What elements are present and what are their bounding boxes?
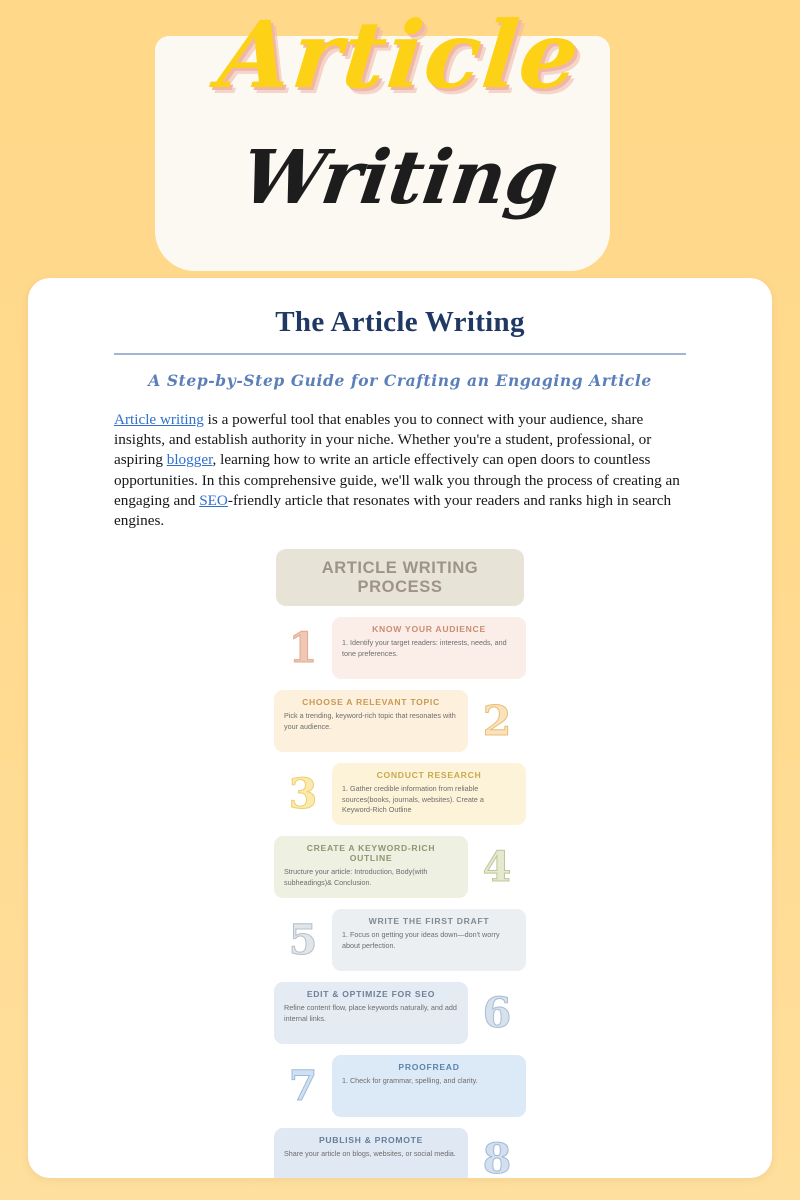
link-article-writing[interactable]: Article writing bbox=[114, 411, 204, 428]
page-subtitle: A Step-by-Step Guide for Crafting an Engaging Article bbox=[148, 371, 652, 390]
step-title: CHOOSE A RELEVANT TOPIC bbox=[302, 697, 440, 708]
step-title: WRITE THE FIRST DRAFT bbox=[368, 916, 490, 927]
intro-paragraph bbox=[114, 410, 686, 531]
step-box bbox=[274, 982, 468, 1044]
link-blogger[interactable]: blogger bbox=[166, 451, 213, 469]
intro-text-3: -friendly article that resonates with your readers and ranks high in search engines. bbox=[114, 491, 672, 530]
step-body: 1. Identify your target readers: interests, needs, and tone preferences. bbox=[342, 638, 507, 658]
step-number: 7 bbox=[288, 1061, 318, 1110]
step-title: CONDUCT RESEARCH bbox=[376, 770, 482, 781]
step-box bbox=[332, 1055, 526, 1117]
step-number: 8 bbox=[482, 1134, 512, 1178]
step-body: Share your article on blogs, websites, or social media. bbox=[284, 1149, 456, 1159]
step-title: PROOFREAD bbox=[398, 1062, 460, 1073]
infographic-heading bbox=[276, 549, 524, 606]
step-item bbox=[274, 1125, 526, 1178]
infographic bbox=[28, 549, 772, 1178]
intro-text-1: is a powerful tool that enables you to connect with your audience, share insights, and establish authority in your niche. Whether you're a student, professional, or aspiring bbox=[114, 411, 652, 469]
step-number: 6 bbox=[482, 988, 512, 1037]
step-number: 3 bbox=[288, 769, 318, 818]
step-number: 2 bbox=[482, 696, 512, 745]
step-box bbox=[332, 617, 526, 679]
step-item bbox=[274, 614, 526, 682]
poster-title-bottom: Writing bbox=[236, 135, 564, 221]
step-title: KNOW YOUR AUDIENCE bbox=[372, 624, 486, 635]
step-item bbox=[274, 687, 526, 755]
infographic-steps bbox=[28, 614, 772, 1178]
step-item bbox=[274, 1052, 526, 1120]
step-body: 1. Gather credible information from reliable sources(books, journals, websites). Create a Keyword-Rich Outline bbox=[342, 784, 484, 814]
article-card bbox=[28, 278, 772, 1178]
step-body: 1. Check for grammar, spelling, and clarity. bbox=[342, 1076, 478, 1086]
step-number: 4 bbox=[482, 842, 512, 891]
step-box bbox=[332, 763, 526, 825]
step-number: 1 bbox=[288, 623, 318, 672]
step-title: CREATE A KEYWORD-RICH OUTLINE bbox=[306, 843, 436, 864]
step-item bbox=[274, 760, 526, 828]
title-divider bbox=[114, 353, 686, 355]
step-box bbox=[274, 690, 468, 752]
poster-title-top: Article bbox=[213, 1, 587, 109]
step-item bbox=[274, 979, 526, 1047]
step-box bbox=[274, 1128, 468, 1178]
step-item bbox=[274, 906, 526, 974]
step-item bbox=[274, 833, 526, 901]
step-number: 5 bbox=[288, 915, 318, 964]
step-title: PUBLISH & PROMOTE bbox=[318, 1135, 424, 1146]
step-box bbox=[274, 836, 468, 898]
step-body: Refine content flow, place keywords naturally, and add internal links. bbox=[284, 1003, 457, 1023]
step-title: EDIT & OPTIMIZE FOR SEO bbox=[306, 989, 436, 1000]
step-body: 1. Focus on getting your ideas down—don't worry about perfection. bbox=[342, 930, 500, 950]
step-body: Structure your article: Introduction, Body(with subheadings)& Conclusion. bbox=[284, 867, 428, 887]
step-body: Pick a trending, keyword-rich topic that resonates with your audience. bbox=[284, 711, 456, 731]
link-seo[interactable]: SEO bbox=[199, 491, 228, 509]
page-title: The Article Writing bbox=[275, 306, 525, 338]
step-box bbox=[332, 909, 526, 971]
intro-text-2: , learning how to write an article effectively can open doors to countless opportunities. In this comprehensive guide, we'll walk you through the process of creating an engaging and bbox=[114, 451, 680, 509]
infographic-heading-label: ARTICLE WRITING PROCESS bbox=[321, 559, 479, 597]
